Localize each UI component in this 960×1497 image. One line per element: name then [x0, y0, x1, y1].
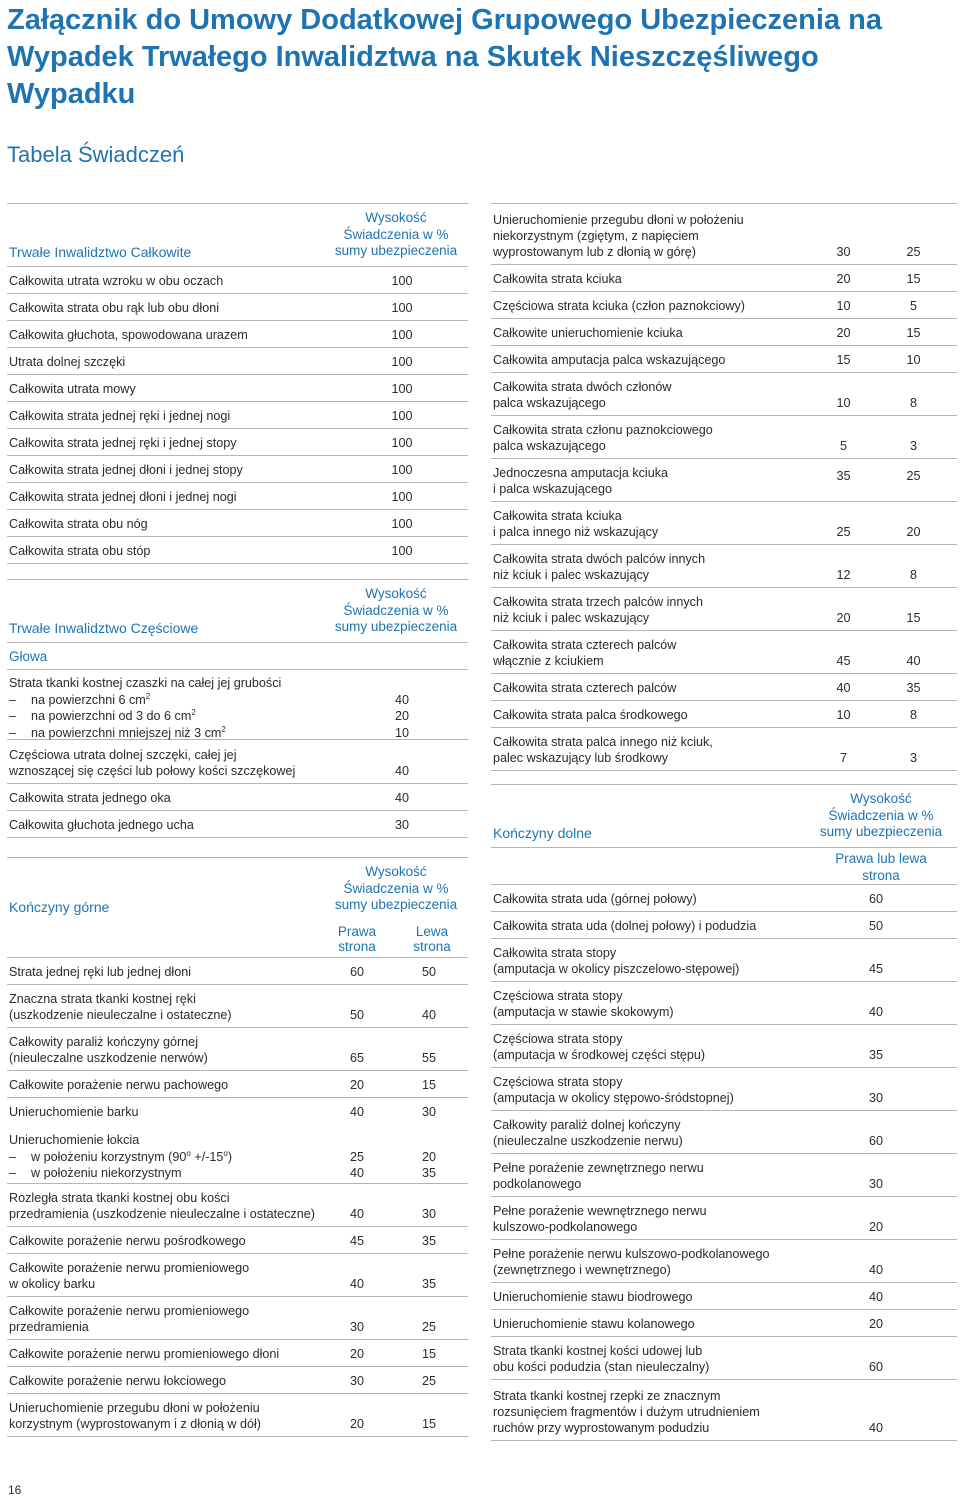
- row-text: Całkowite porażenie nerwu pachowego: [9, 1078, 229, 1092]
- row-text: Całkowita strata kciuka: [493, 272, 622, 286]
- row-value-prawa: 20: [836, 272, 851, 286]
- row-value: 20: [868, 1317, 883, 1331]
- row-value: 40: [868, 1263, 883, 1277]
- table-row: [491, 265, 957, 292]
- row-value-lewa: 25: [906, 245, 921, 259]
- row-text: Całkowita strata obu stóp: [9, 544, 151, 558]
- value-column-header: Wysokość Świadczenia w % sumy ubezpieczenia: [334, 586, 458, 634]
- row-text: Częściowa utrata dolnej szczęki, całej jej wznoszącej się części lub połowy kości szczękowej: [9, 748, 296, 778]
- section-label: Trwałe Inwalidztwo Całkowite: [9, 244, 192, 260]
- row-value: 30: [868, 1177, 883, 1191]
- row-value: 100: [391, 436, 413, 450]
- row-value-lewa: 55: [421, 1051, 436, 1065]
- column-header-lewa: Lewa strona: [413, 924, 451, 954]
- row-value: 100: [391, 517, 413, 531]
- row-value-lewa: 25: [906, 469, 921, 483]
- row-text: Całkowita utrata mowy: [9, 382, 136, 396]
- row-value: 100: [391, 544, 413, 558]
- table-row: [491, 502, 957, 545]
- row-value-lewa: 10: [906, 353, 921, 367]
- table-konczyny-dolne: [491, 784, 957, 1441]
- table-row-lokiec: Unieruchomienie łokcia – w położeniu korzystnym $(90^o +/-15^o)$ – w położeniu niekorzystnym 25 40 20 35: [7, 1124, 468, 1184]
- row-value-prawa: 35: [836, 469, 851, 483]
- row-value-prawa: 12: [836, 568, 851, 582]
- table-row: [7, 784, 468, 811]
- row-value: 100: [391, 274, 413, 288]
- table-header: [7, 580, 468, 643]
- column-header-prawa: Prawa strona: [337, 924, 377, 954]
- table-row: [491, 1310, 957, 1337]
- document-subtitle: Tabela Świadczeń: [7, 142, 185, 167]
- row-text: Całkowita strata członu paznokciowego palca wskazującego: [493, 423, 713, 453]
- value-column-header: Wysokość Świadczenia w % sumy ubezpieczenia: [819, 791, 943, 839]
- row-value-prawa: 7: [839, 751, 847, 765]
- page-number: 16: [8, 1483, 22, 1497]
- row-value-lewa: 8: [909, 568, 917, 582]
- row-text: Całkowita głuchota, spowodowana urazem: [9, 328, 248, 342]
- section-label: Kończyny dolne: [493, 825, 592, 841]
- row-value-prawa: 10: [836, 299, 851, 313]
- table-row: [491, 1197, 957, 1240]
- table-header: [7, 858, 468, 958]
- table-row: [7, 456, 468, 483]
- row-value-lewa: 50: [421, 965, 436, 979]
- row-value-prawa: 45: [349, 1234, 364, 1248]
- row-value-prawa: 20: [349, 1347, 364, 1361]
- document-title: Załącznik do Umowy Dodatkowej Grupowego Ubezpieczenia na Wypadek Trwałego Inwalidztwa na Skutek Nieszczęśliwego Wypadku: [7, 4, 882, 110]
- row-value-lewa: 25: [421, 1374, 436, 1388]
- section-label: Kończyny górne: [9, 899, 110, 915]
- table-row: [491, 1337, 957, 1380]
- table-row: [7, 1098, 468, 1124]
- table-header: [7, 204, 468, 267]
- table-row: [7, 1227, 468, 1254]
- table-row: [491, 588, 957, 631]
- row-value-prawa: 50: [349, 1008, 364, 1022]
- row-text: Strata tkanki kostnej kości udowej lub obu kości podudzia (stan nieuleczalny): [493, 1344, 710, 1374]
- table-row: [491, 631, 957, 674]
- row-value: 100: [391, 328, 413, 342]
- section-row-glowa: Głowa: [7, 643, 468, 670]
- row-text: Całkowita strata kciuka i palca innego niż wskazujący: [493, 509, 659, 539]
- row-value: 60: [868, 1134, 883, 1148]
- table-row: [491, 912, 957, 939]
- row-text: Unieruchomienie stawu kolanowego: [493, 1317, 695, 1331]
- row-text: Całkowite porażenie nerwu promieniowego dłoni: [9, 1347, 280, 1361]
- row-value-lewa: 30: [421, 1207, 436, 1221]
- row-value: 40: [868, 1005, 883, 1019]
- row-value: 10: [394, 725, 409, 740]
- table-row: [7, 375, 468, 402]
- row-text: Rozległa strata tkanki kostnej obu kości przedramienia (uszkodzenie nieuleczalne i ostateczne): [9, 1191, 315, 1221]
- table-row: [491, 1068, 957, 1111]
- row-text: Częściowa strata stopy (amputacja w środkowej części stępu): [493, 1032, 706, 1062]
- row-text: Całkowita strata jednej dłoni i jednej stopy: [9, 463, 243, 477]
- row-value-lewa: 20: [906, 525, 921, 539]
- row-value-prawa: 40: [349, 1277, 364, 1291]
- row-value: 20: [394, 709, 409, 723]
- row-text: Całkowita strata czterech palców włącznie z kciukiem: [493, 638, 677, 668]
- row-text: Utrata dolnej szczęki: [9, 355, 126, 369]
- table-row: [7, 1028, 468, 1071]
- row-text: Jednoczesna amputacja kciuka i palca wskazującego: [493, 466, 669, 496]
- row-text: Strata jednej ręki lub jednej dłoni: [9, 965, 192, 979]
- row-value-prawa: 5: [839, 439, 847, 453]
- row-value: 40: [394, 791, 409, 805]
- table-row: [7, 1254, 468, 1297]
- table-row: [491, 885, 957, 912]
- row-text: Całkowita amputacja palca wskazującego: [493, 353, 726, 367]
- row-value-prawa: 20: [349, 1417, 364, 1431]
- row-value: 40: [394, 692, 409, 707]
- row-value-lewa: 30: [421, 1105, 436, 1119]
- list-item: – na powierzchni od 3 do 6 $cm^2$: [9, 707, 196, 723]
- row-value: 100: [391, 301, 413, 315]
- row-text: Strata tkanki kostnej czaszki na całej jej grubości: [9, 676, 282, 690]
- row-text: Całkowita strata obu rąk lub obu dłoni: [9, 301, 220, 315]
- row-value: 40: [868, 1290, 883, 1304]
- row-text: Całkowita strata trzech palców innych niż kciuk i palec wskazujący: [493, 595, 703, 625]
- table-row: [7, 740, 468, 784]
- table-row: [491, 939, 957, 982]
- table-row-czaszka: [7, 670, 468, 740]
- row-value: 100: [391, 463, 413, 477]
- row-value-prawa: 40: [836, 681, 851, 695]
- row-text: Całkowita strata jednej ręki i jednej nogi: [9, 409, 231, 423]
- row-value-lewa: 35: [421, 1234, 436, 1248]
- row-value: 50: [868, 919, 883, 933]
- row-value-lewa: 3: [909, 751, 917, 765]
- row-text: Całkowita utrata wzroku w obu oczach: [9, 274, 224, 288]
- row-text: Pełne porażenie zewnętrznego nerwu podkolanowego: [493, 1161, 704, 1191]
- table-row: [7, 1367, 468, 1394]
- row-value-prawa: 30: [836, 245, 851, 259]
- table-row: [491, 1283, 957, 1310]
- table-row: [7, 985, 468, 1028]
- row-text: Częściowa strata stopy (amputacja w okolicy stępowo-śródstopnej): [493, 1075, 734, 1105]
- row-text: Całkowita strata stopy (amputacja w okolicy piszczelowo-stępowej): [493, 946, 740, 976]
- row-value: 60: [868, 892, 883, 906]
- row-text: Całkowity paraliż dolnej kończyny (nieuleczalne uszkodzenie nerwu): [493, 1118, 683, 1148]
- row-value-lewa: 8: [909, 708, 917, 722]
- table-row: [7, 321, 468, 348]
- table-row: [491, 1025, 957, 1068]
- table-row: [491, 701, 957, 728]
- column-header-prawa-lub-lewa: Prawa lub lewa strona: [835, 851, 927, 883]
- row-value: 40: [868, 1421, 883, 1435]
- table-row: [491, 373, 957, 416]
- row-value: 100: [391, 382, 413, 396]
- row-text: Strata tkanki kostnej rzepki ze znacznym rozsunięciem fragmentów i dużym utrudnieniem ruchów przy wyprostowanym podudziu: [493, 1389, 760, 1435]
- row-value-lewa: 35: [421, 1277, 436, 1291]
- table-row: [7, 348, 468, 375]
- column-header-row: [491, 848, 957, 885]
- table-row: [491, 1240, 957, 1283]
- row-value-prawa: 20: [836, 611, 851, 625]
- row-text: Całkowite porażenie nerwu pośrodkowego: [9, 1234, 246, 1248]
- table-dlon-palce: [491, 203, 957, 771]
- list-item: – na powierzchni 6 $cm^2$: [9, 691, 151, 707]
- row-value: 20: [868, 1220, 883, 1234]
- table-row: [7, 1340, 468, 1367]
- row-text: Pełne porażenie wewnętrznego nerwu kulszowo-podkolanowego: [493, 1204, 707, 1234]
- value-column-header: Wysokość Świadczenia w % sumy ubezpieczenia: [334, 210, 458, 258]
- row-value: 100: [391, 355, 413, 369]
- table-row: [7, 811, 468, 837]
- row-text: Całkowite porażenie nerwu promieniowego przedramienia: [9, 1304, 250, 1334]
- row-value-prawa: 20: [349, 1078, 364, 1092]
- table-czesciowe: [7, 579, 468, 838]
- row-text: Częściowa strata stopy (amputacja w stawie skokowym): [493, 989, 674, 1019]
- table-row: [491, 459, 957, 502]
- row-value: 30: [868, 1091, 883, 1105]
- table-row: [491, 545, 957, 588]
- table-row: [7, 1297, 468, 1340]
- row-text: Unieruchomienie stawu biodrowego: [493, 1290, 693, 1304]
- row-text: Całkowity paraliż kończyny górnej (nieuleczalne uszkodzenie nerwów): [9, 1035, 208, 1065]
- table-row: [7, 294, 468, 321]
- row-text: Całkowita strata dwóch członów palca wskazującego: [493, 380, 672, 410]
- row-text: Całkowite porażenie nerwu łokciowego: [9, 1374, 227, 1388]
- list-item: – na powierzchni mniejszej niż 3 $cm^2$: [9, 724, 226, 740]
- row-value-lewa: 15: [421, 1347, 436, 1361]
- row-text: Znaczna strata tkanki kostnej ręki (uszkodzenie nieuleczalne i ostateczne): [9, 992, 232, 1022]
- row-text: Unieruchomienie barku: [9, 1105, 139, 1119]
- row-value-lewa: 5: [909, 299, 917, 313]
- row-text: Całkowita strata obu nóg: [9, 517, 148, 531]
- table-row: [491, 319, 957, 346]
- section-label: Trwałe Inwalidztwo Częściowe: [9, 620, 199, 636]
- row-value: 30: [394, 818, 409, 832]
- row-text: Częściowa strata kciuka (człon paznokciowy): [493, 299, 745, 313]
- row-text: Całkowita strata uda (dolnej połowy) i podudzia: [493, 919, 757, 933]
- table-row: [491, 1380, 957, 1440]
- row-value-lewa: 15: [421, 1078, 436, 1092]
- row-value-lewa: 3: [909, 439, 917, 453]
- value-column-header: Wysokość Świadczenia w % sumy ubezpieczenia: [334, 864, 458, 912]
- row-value-prawa: 10: [836, 708, 851, 722]
- table-row: [491, 982, 957, 1025]
- table-row: [491, 416, 957, 459]
- row-value-lewa: 15: [421, 1417, 436, 1431]
- row-value: 40: [394, 764, 409, 778]
- table-row: [7, 958, 468, 985]
- row-value-prawa: 40: [349, 1105, 364, 1119]
- table-row: [7, 537, 468, 563]
- table-calkowite: [7, 203, 468, 564]
- row-text: Całkowita strata palca innego niż kciuk, palec wskazujący lub środkowy: [493, 735, 713, 765]
- table-row: [491, 728, 957, 770]
- row-value-lewa: 25: [421, 1320, 436, 1334]
- table-row: [7, 1184, 468, 1227]
- row-text: Całkowita strata jednej ręki i jednej stopy: [9, 436, 237, 450]
- row-value-prawa: 25: [836, 525, 851, 539]
- table-row: [491, 346, 957, 373]
- table-header: [491, 785, 957, 848]
- table-row: [7, 1394, 468, 1436]
- table-row: [7, 429, 468, 456]
- row-value-lewa: 40: [906, 654, 921, 668]
- table-row: [7, 1071, 468, 1098]
- row-text: Całkowita strata czterech palców: [493, 681, 677, 695]
- table-row: [7, 510, 468, 537]
- row-value-prawa: 40: [349, 1207, 364, 1221]
- row-text: Całkowita strata uda (górnej połowy): [493, 892, 697, 906]
- row-value-lewa: 15: [906, 272, 921, 286]
- row-text: Całkowita strata dwóch palców innych niż kciuk i palec wskazujący: [493, 552, 706, 582]
- row-value-prawa: 60: [349, 965, 364, 979]
- row-value-lewa: 15: [906, 611, 921, 625]
- row-value-lewa: 15: [906, 326, 921, 340]
- table-row: [491, 1154, 957, 1197]
- table-row: [7, 267, 468, 294]
- table-row: [491, 674, 957, 701]
- row-text: Całkowite unieruchomienie kciuka: [493, 326, 683, 340]
- row-value: 60: [868, 1360, 883, 1374]
- row-value-lewa: 35: [906, 681, 921, 695]
- row-value-prawa: 65: [349, 1051, 364, 1065]
- row-text: Unieruchomienie przegubu dłoni w położeniu niekorzystnym (zgiętym, z napięciem wyprostowanym lub z dłonią w górę): [493, 213, 744, 259]
- row-value-prawa: 45: [836, 654, 851, 668]
- row-value-prawa: 30: [349, 1320, 364, 1334]
- row-value-lewa: 8: [909, 396, 917, 410]
- table-konczyny-gorne: [7, 857, 468, 1437]
- row-text: Całkowita głuchota jednego ucha: [9, 818, 194, 832]
- row-text: Pełne porażenie nerwu kulszowo-podkolanowego (zewnętrznego i wewnętrznego): [493, 1247, 770, 1277]
- row-value: 45: [868, 962, 883, 976]
- row-value-prawa: 15: [836, 353, 851, 367]
- row-value-lewa: 40: [421, 1008, 436, 1022]
- row-value-prawa: 30: [349, 1374, 364, 1388]
- row-value: 100: [391, 409, 413, 423]
- table-row: [491, 1111, 957, 1154]
- row-value-prawa: 10: [836, 396, 851, 410]
- table-row: [7, 402, 468, 429]
- row-text: Całkowita strata palca środkowego: [493, 708, 688, 722]
- row-value-prawa: 20: [836, 326, 851, 340]
- row-text: Unieruchomienie przegubu dłoni w położeniu korzystnym (wyprostowanym i z dłonią w dół): [9, 1401, 261, 1431]
- row-text: Całkowita strata jednego oka: [9, 791, 171, 805]
- row-value: 100: [391, 490, 413, 504]
- table-row: [491, 292, 957, 319]
- table-row: [491, 204, 957, 265]
- row-text: Całkowite porażenie nerwu promieniowego w okolicy barku: [9, 1261, 250, 1291]
- table-row: [7, 483, 468, 510]
- row-text: Całkowita strata jednej dłoni i jednej nogi: [9, 490, 237, 504]
- row-value: 35: [868, 1048, 883, 1062]
